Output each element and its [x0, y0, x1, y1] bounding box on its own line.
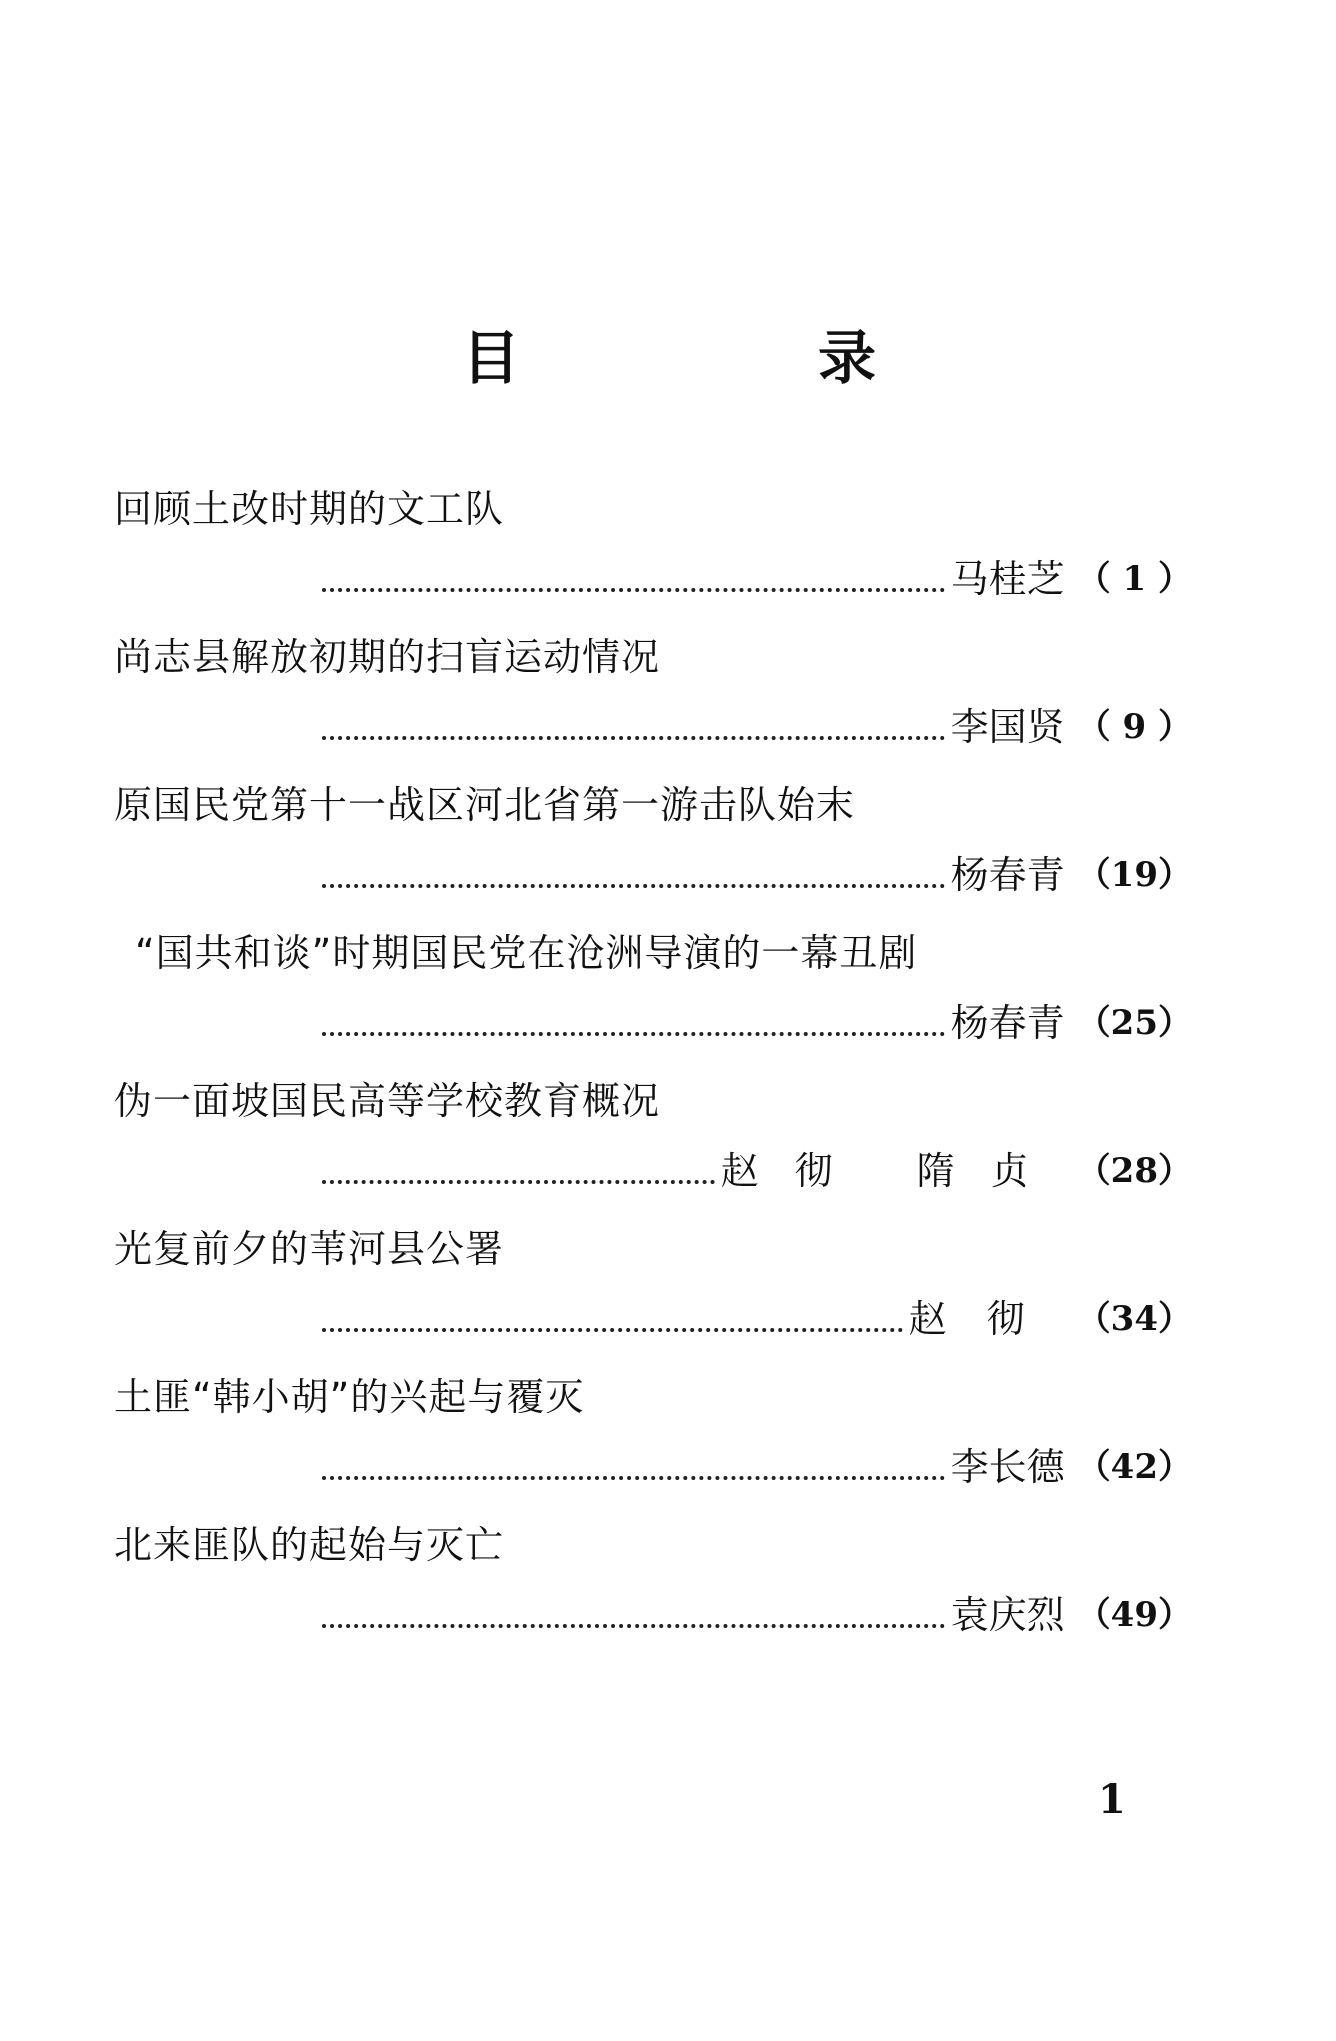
dot-leader	[322, 588, 945, 592]
toc-entry	[0, 1074, 1336, 1224]
entry-page-number: （34）	[1076, 1299, 1192, 1339]
title-char-1: 目	[462, 324, 521, 392]
entry-title: 伪一面坡国民高等学校教育概况	[114, 1079, 661, 1123]
entry-line	[322, 848, 1192, 902]
entry-title: 尚志县解放初期的扫盲运动情况	[114, 635, 661, 679]
entry-title: 北来匪队的起始与灭亡	[114, 1523, 505, 1567]
toc-entry	[0, 1370, 1336, 1520]
dot-leader	[322, 736, 945, 740]
entry-author: 杨春青	[950, 853, 1065, 897]
dot-leader	[322, 1032, 945, 1036]
dot-leader	[322, 1180, 715, 1184]
entry-title: 土匪“韩小胡”的兴起与覆灭	[114, 1375, 585, 1419]
dot-leader	[322, 884, 945, 888]
dot-leader	[322, 1624, 945, 1628]
toc-entry	[0, 926, 1336, 1076]
toc-entry	[0, 482, 1336, 632]
entry-title: 回顾土改时期的文工队	[114, 487, 505, 531]
entry-author: 李国贤	[950, 705, 1065, 749]
entry-page-number: （28）	[1076, 1151, 1192, 1191]
entry-page-number: （49）	[1076, 1595, 1192, 1635]
entry-author: 赵彻	[908, 1297, 1065, 1341]
dot-leader	[322, 1328, 903, 1332]
entry-page-number: （19）	[1076, 855, 1192, 895]
entry-title: 光复前夕的苇河县公署	[114, 1227, 505, 1271]
page-number: 1	[1098, 1776, 1126, 1823]
entry-title: “国共和谈”时期国民党在沧洲导演的一幕丑剧	[135, 931, 918, 975]
entry-line	[322, 552, 1192, 606]
entry-line	[322, 700, 1192, 754]
dot-leader	[322, 1476, 945, 1480]
entry-author: 杨春青	[950, 1001, 1065, 1045]
entry-author: 赵彻 隋贞	[720, 1149, 1065, 1193]
entry-line	[322, 1440, 1192, 1494]
entry-line	[322, 1292, 1192, 1346]
entry-author: 李长德	[950, 1445, 1065, 1489]
entry-line	[322, 1144, 1192, 1198]
entry-line	[322, 1588, 1192, 1642]
toc-entry	[0, 778, 1336, 928]
entry-page-number: （25）	[1076, 1003, 1192, 1043]
entry-title: 原国民党第十一战区河北省第一游击队始末	[114, 783, 856, 827]
title-char-2: 录	[818, 324, 877, 392]
toc-entry	[0, 1222, 1336, 1372]
entry-author: 袁庆烈	[950, 1593, 1065, 1637]
entry-page-number: （ 9 ）	[1076, 707, 1192, 747]
toc-entry	[0, 1518, 1336, 1668]
entry-line	[322, 996, 1192, 1050]
toc-entry	[0, 630, 1336, 780]
entry-page-number: （ 1 ）	[1076, 559, 1192, 599]
entry-author: 马桂芝	[950, 557, 1065, 601]
entry-page-number: （42）	[1076, 1447, 1192, 1487]
